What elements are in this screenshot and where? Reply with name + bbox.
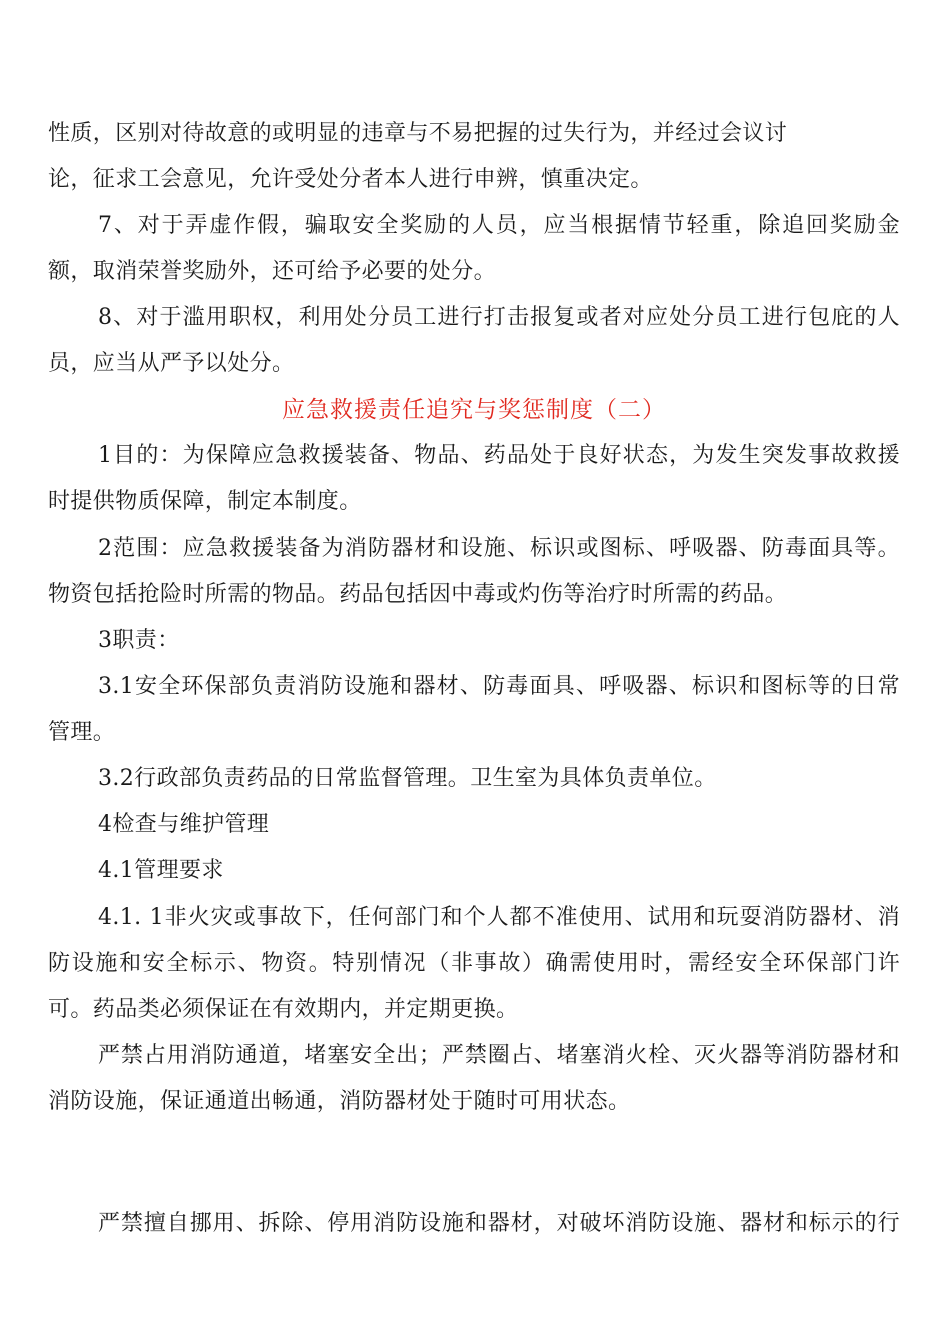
paragraph-line: 时提供物质保障，制定本制度。 <box>48 489 362 514</box>
paragraph-line: 严禁擅自挪用、拆除、停用消防设施和器材，对破坏消防设施、器材和标示的行 <box>98 1211 900 1236</box>
paragraph-line: 4检查与维护管理 <box>98 812 270 837</box>
paragraph-line: 防设施和安全标示、物资。特别情况（非事故）确需使用时，需经安全环保部门许 <box>48 951 900 976</box>
paragraph-line: 可。药品类必须保证在有效期内，并定期更换。 <box>48 997 519 1022</box>
paragraph-line: 3职责： <box>98 628 180 653</box>
paragraph-line: 1目的：为保障应急救援装备、物品、药品处于良好状态，为发生突发事故救援 <box>98 443 900 468</box>
section-title: 应急救援责任追究与奖惩制度（二） <box>282 397 666 423</box>
paragraph-line: 消防设施，保证通道出畅通，消防器材处于随时可用状态。 <box>48 1089 631 1114</box>
paragraph-line: 物资包括抢险时所需的物品。药品包括因中毒或灼伤等治疗时所需的药品。 <box>48 582 788 607</box>
paragraph-line: 额，取消荣誉奖励外，还可给予必要的处分。 <box>48 259 497 284</box>
paragraph-line: 4.1管理要求 <box>98 858 224 883</box>
paragraph-line: 4.1. 1非火灾或事故下，任何部门和个人都不准使用、试用和玩耍消防器材、消 <box>98 905 900 930</box>
paragraph-line: 3.2行政部负责药品的日常监督管理。卫生室为具体负责单位。 <box>98 766 717 791</box>
paragraph-line: 7、对于弄虚作假，骗取安全奖励的人员，应当根据情节轻重，除追回奖励金 <box>98 213 900 238</box>
paragraph-line: 论，征求工会意见，允许受处分者本人进行申辨，慎重决定。 <box>48 167 653 192</box>
paragraph-line: 3.1安全环保部负责消防设施和器材、防毒面具、呼吸器、标识和图标等的日常 <box>98 674 900 699</box>
paragraph-line: 2范围：应急救援装备为消防器材和设施、标识或图标、呼吸器、防毒面具等。 <box>98 536 900 561</box>
paragraph-line: 严禁占用消防通道，堵塞安全出；严禁圈占、堵塞消火栓、灭火器等消防器材和 <box>98 1043 900 1068</box>
paragraph-line: 8、对于滥用职权，利用处分员工进行打击报复或者对应处分员工进行包庇的人 <box>98 305 900 330</box>
paragraph-line: 性质，区别对待故意的或明显的违章与不易把握的过失行为，并经过会议讨 <box>48 121 788 146</box>
paragraph-line: 管理。 <box>48 720 116 745</box>
paragraph-line: 员，应当从严予以处分。 <box>48 351 295 376</box>
